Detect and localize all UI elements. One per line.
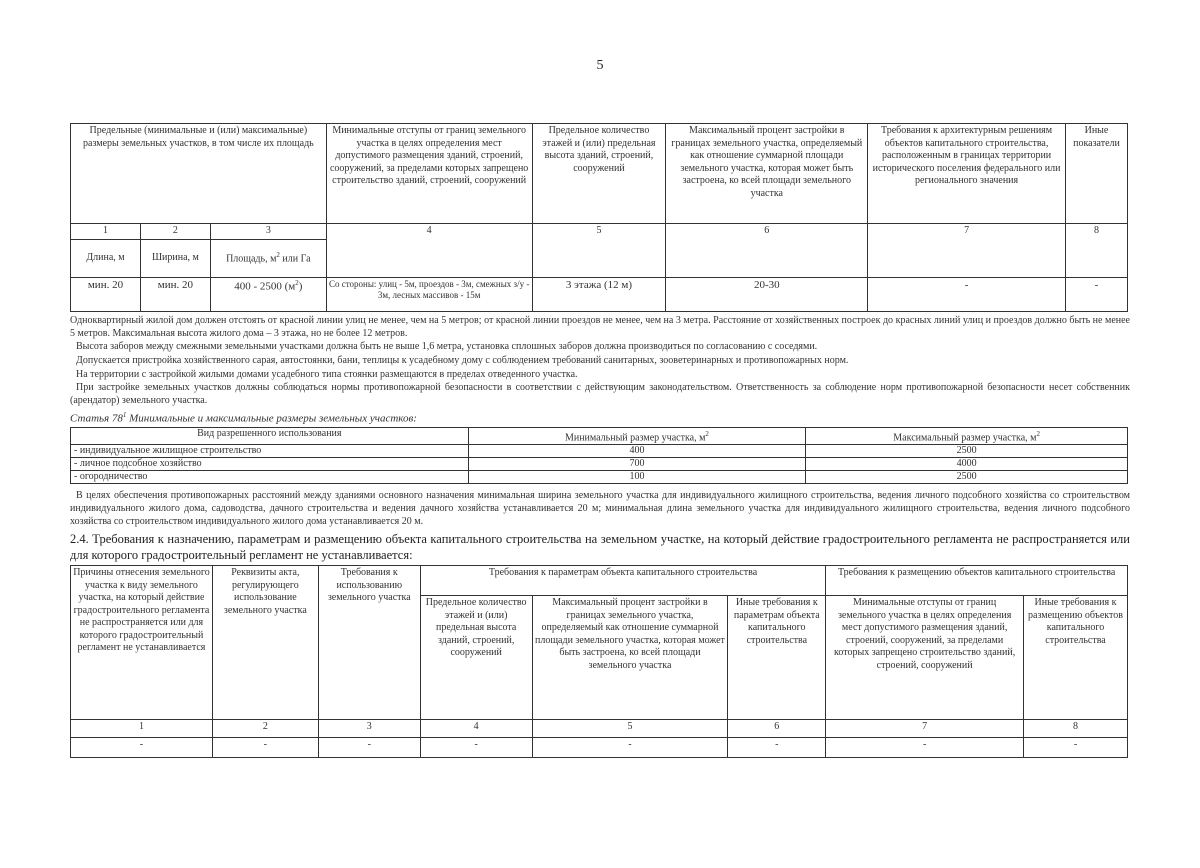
subheader-area: Площадь, $м^2$ или Га (210, 239, 326, 277)
empty-value: - (532, 738, 728, 758)
subheader-length: Длина, м (71, 239, 141, 277)
header-other: Иные показатели (1065, 124, 1127, 224)
value-other: - (1065, 277, 1127, 311)
empty-value: - (1024, 738, 1128, 758)
header-act-details: Реквизиты акта, регулирующего использование земельного участка (212, 566, 318, 720)
min-size: 400 (468, 445, 806, 458)
max-size: 4000 (806, 458, 1128, 471)
col-number: 7 (868, 224, 1066, 278)
subheader-other-params: Иные требования к параметрам объекта капитального строительства (728, 596, 826, 720)
header-parameter-requirements: Требования к параметрам объекта капитального строительства (420, 566, 826, 596)
empty-value: - (71, 738, 213, 758)
header-placement-requirements: Требования к размещению объектов капитального строительства (826, 566, 1128, 596)
empty-value: - (420, 738, 532, 758)
value-area: 400 - 2500 $(м^2)$ (210, 277, 326, 311)
min-size: 700 (468, 458, 806, 471)
col-number: 5 (532, 720, 728, 738)
header-reasons: Причины отнесения земельного участка к виду земельного участка, на который действие градостроительного регламента не распространяется или для которого градостроительный регламент не устанавливается (71, 566, 213, 720)
use-type: - индивидуальное жилищное строительство (71, 445, 469, 458)
header-min-size: Минимальный размер участка, $м^2$ (468, 428, 806, 445)
non-regulated-requirements-table (70, 565, 1128, 758)
value-percent: 20-30 (666, 277, 868, 311)
col-number: 8 (1065, 224, 1127, 278)
paragraph-parking: На территории с застройкой жилыми домами усадебного типа стоянки размещаются в пределах отведенного участка. (76, 369, 578, 380)
col-number: 1 (71, 224, 141, 240)
paragraph-extensions: Допускается пристройка хозяйственного сарая, автостоянки, бани, теплицы к усадебному дому с соблюдением требований санитарных, зооветеринарных и противопожарных норм. (76, 355, 849, 366)
use-type: - личное подсобное хозяйство (71, 458, 469, 471)
header-architecture: Требования к архитектурным решениям объектов капитального строительства, расположенным в границах территории исторического поселения федерального или регионального значения (868, 124, 1066, 224)
subheader-other-placement: Иные требования к размещению объектов капитального строительства (1024, 596, 1128, 720)
col-number: 5 (532, 224, 666, 278)
col-number: 2 (212, 720, 318, 738)
subheader-width: Ширина, м (140, 239, 210, 277)
header-sizes: Предельные (минимальные и (или) максимальные) размеры земельных участков, в том числе их площадь (71, 124, 327, 224)
col-number: 4 (326, 224, 532, 278)
regulations-table (70, 123, 1128, 312)
value-architecture: - (868, 277, 1066, 311)
col-number: 2 (140, 224, 210, 240)
plot-size-table (70, 427, 1128, 484)
col-number: 8 (1024, 720, 1128, 738)
page-number: 5 (596, 58, 604, 73)
use-type: - огородничество (71, 471, 469, 484)
empty-value: - (212, 738, 318, 758)
empty-value: - (318, 738, 420, 758)
subheader-floors: Предельное количество этажей и (или) предельная высота зданий, строений, сооружений (420, 596, 532, 720)
subheader-percent: Максимальный процент застройки в границах земельного участка, определяемый как отношение суммарной площади земельного участка, которая может быть застроена, ко всей площади земельного участка (532, 596, 728, 720)
value-setbacks: Со стороны: улиц - 5м, проездов - 3м, смежных з/у - 3м, лесных массивов - 15м (326, 277, 532, 311)
value-floors: 3 этажа (12 м) (532, 277, 666, 311)
paragraph-fences: Высота заборов между смежными земельными участками должна быть не выше 1,6 метра, установка сплошных заборов должна производиться по согласованию с соседями. (76, 341, 818, 352)
paragraph-setbacks: Одноквартирный жилой дом должен отстоять от красной линии улиц не менее, чем на 5 метров; от красной линии проездов не менее, чем на 3 метра. Расстояние от хозяйственных построек до красных линий улиц и проездов должно быть не менее 5 метров. Максимальная высота жилого дома – 3 этажа, но не более 12 метров. (70, 315, 1130, 339)
col-number: 3 (210, 224, 326, 240)
empty-value: - (826, 738, 1024, 758)
subheader-setbacks: Минимальные отступы от границ земельного участка в целях определения мест допустимого размещения зданий, строений, сооружений, за пределами которых запрещено строительство зданий, строений, сооружений (826, 596, 1024, 720)
header-use-requirements: Требования к использованию земельного участка (318, 566, 420, 720)
header-use-type: Вид разрешенного использования (71, 428, 469, 445)
paragraph-fire-safety: При застройке земельных участков должны соблюдаться нормы противопожарной безопасности в соответствии с действующим законодательством. Ответственность за соблюдение норм противопожарной безопасности несет собственник (арендатор) земельного участка. (70, 382, 1130, 406)
value-width: мин. 20 (140, 277, 210, 311)
value-length: мин. 20 (71, 277, 141, 311)
col-number: 6 (728, 720, 826, 738)
header-floors: Предельное количество этажей и (или) предельная высота зданий, строений, сооружений (532, 124, 666, 224)
max-size: 2500 (806, 471, 1128, 484)
min-size: 100 (468, 471, 806, 484)
header-percent: Максимальный процент застройки в границах земельного участка, определяемый как отношение суммарной площади земельного участка, которая может быть застроена, ко всей площади земельного участка (666, 124, 868, 224)
section-2-4-title: 2.4. Требования к назначению, параметрам и размещению объекта капитального строительства на земельном участке, на который действие градостроительного регламента не распространяется или для которого градостроительный регламент не устанавливается: (70, 532, 1130, 562)
col-number: 3 (318, 720, 420, 738)
col-number: 6 (666, 224, 868, 278)
article-title: Статья $78^1$ Минимальные и максимальные размеры земельных участков: (70, 411, 417, 425)
col-number: 7 (826, 720, 1024, 738)
col-number: 1 (71, 720, 213, 738)
paragraph-fire-distance: В целях обеспечения противопожарных расстояний между зданиями основного назначения минимальная ширина земельного участка для индивидуального жилищного строительства, ведения личного подсобного хозяйства со строительством индивидуального жилого дома, садоводства, дачного строительства и ведения дачного хозяйства устанавливается 20 м; минимальная длина земельного участка для индивидуального жилищного строительства, ведения личного подсобного хозяйства со строительством индивидуального жилого дома устанавливается 20 м. (70, 490, 1130, 527)
col-number: 4 (420, 720, 532, 738)
header-setbacks: Минимальные отступы от границ земельного участка в целях определения мест допустимого размещения зданий, строений, сооружений, за пределами которых запрещено строительство зданий, строений, сооружений (326, 124, 532, 224)
header-max-size: Максимальный размер участка, $м^2$ (806, 428, 1128, 445)
max-size: 2500 (806, 445, 1128, 458)
empty-value: - (728, 738, 826, 758)
